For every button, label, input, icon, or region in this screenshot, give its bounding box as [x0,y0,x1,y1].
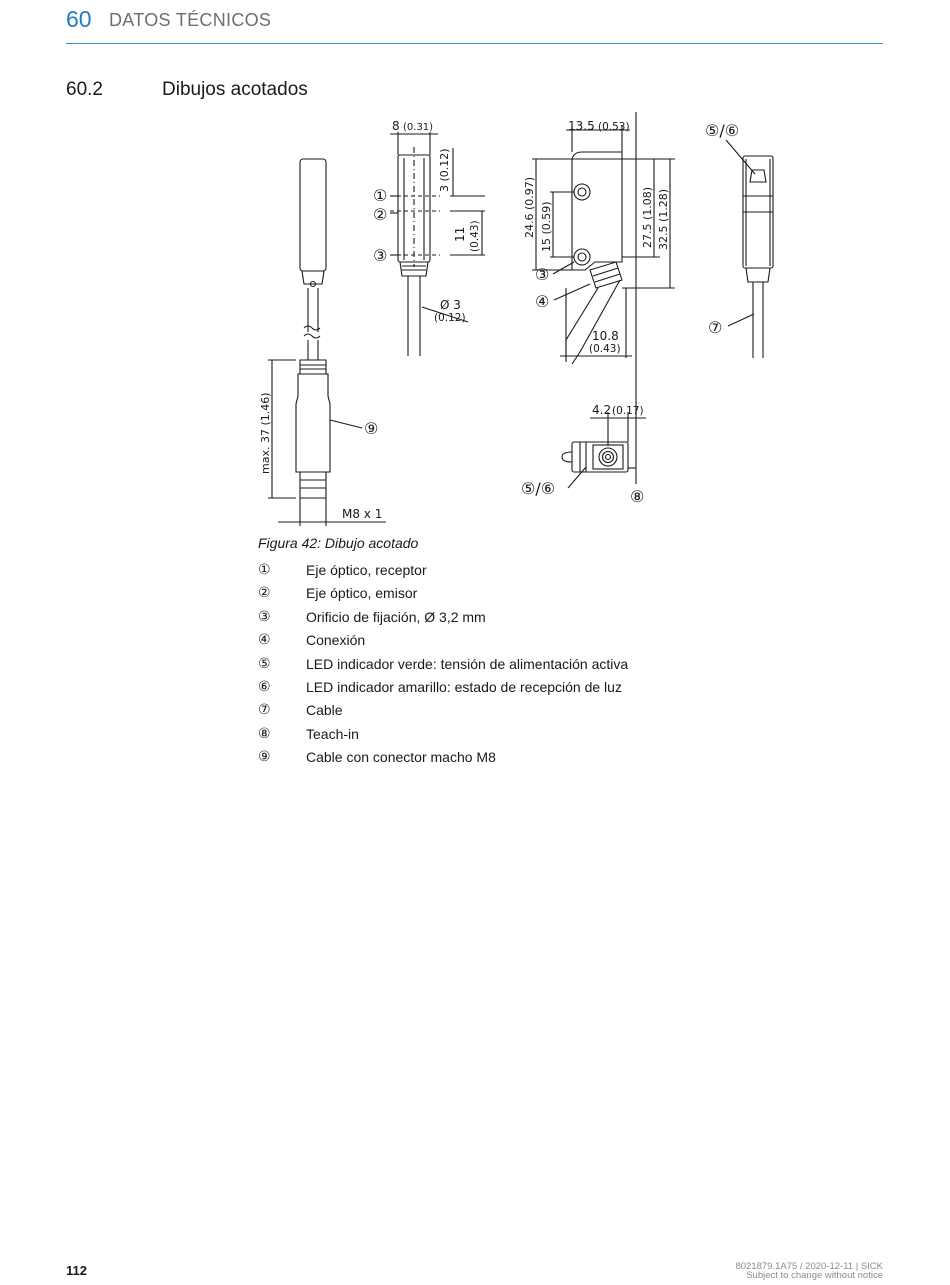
figure-caption: Figura 42: Dibujo acotado [258,535,419,551]
legend-mark: ⑤ [258,655,271,672]
dim-label-3: 3 (0.12) [438,148,451,192]
legend-item [258,585,758,608]
legend-item [258,609,758,632]
legend-item [258,656,758,679]
teach-in-button [599,448,617,466]
legend-mark: ⑥ [258,678,271,695]
mounting-hole-top [574,184,590,200]
chapter-title: DATOS TÉCNICOS [109,10,272,30]
legend-text: Teach-in [306,725,359,742]
callout-9: ⑨ [364,419,379,438]
dim-label-m8: M8 x 1 [342,507,383,521]
change-notice: Subject to change without notice [746,1270,883,1281]
document-reference: 8021879.1A75 / 2020-12-11 | SICK [735,1261,883,1272]
legend-item [258,679,758,702]
dim-label-11-in: (0.43) [469,220,481,252]
legend-mark: ⑦ [258,702,271,719]
legend-text: Cable con conector macho M8 [306,749,496,766]
dim-label-108-in: (0.43) [589,343,621,355]
chapter-number: 60 [66,6,92,32]
legend-text: Orificio de fijación, Ø 3,2 mm [306,608,486,625]
mounting-hole-bottom-inner [578,253,586,261]
dim-label-8-in: (0.31) [403,122,434,133]
leader-9 [330,420,362,428]
cable-break-bottom [304,334,320,338]
leader-3 [553,262,574,274]
dim-label-246: 24.6 (0.97) [523,176,536,238]
connector-grip [300,360,326,374]
dim-label-108: 10.8 [592,329,619,343]
legend-item [258,632,758,655]
dim-label-42: 4.2 [592,403,612,417]
dim-label-max37: max. 37 (1.46) [259,392,272,474]
teach-in-ring [603,452,614,463]
callout-8: ⑧ [630,487,645,506]
leader-56-top [726,140,755,174]
connector-thread [300,472,326,498]
led-window [750,170,766,182]
mounting-hole-bottom [574,249,590,265]
legend-item [258,749,758,772]
legend-text: Eje óptico, emisor [306,585,418,602]
callout-1: ① [373,186,388,205]
legend-text: Conexión [306,632,366,649]
callout-2: ② [373,205,388,224]
dim-label-15: 15 (0.59) [540,201,553,252]
page-header [66,4,883,44]
legend-mark: ② [258,585,271,602]
leader-56-bottom [568,467,586,488]
connector-body [296,374,330,472]
legend-text: LED indicador verde: tensión de alimentación activa [306,655,629,672]
leader-7 [728,314,754,326]
dim-label-135: 13.5 [568,119,595,133]
section-number: 60.2 [66,79,103,100]
teach-in-area [593,445,623,469]
dim-label-325: 32.5 (1.28) [657,188,670,250]
callout-56-top: ⑤/⑥ [705,121,740,140]
legend-text: LED indicador amarillo: estado de recepción de luz [306,678,622,695]
teach-in-center [606,455,611,460]
legend-mark: ④ [258,632,271,649]
dim-label-11: 11 [453,226,467,242]
dim-label-cable-dia-in: (0.12) [434,312,466,324]
callout-3: ③ [535,265,550,284]
legend-item [258,702,758,725]
legend-item [258,562,758,585]
dimension-drawing-svg [250,112,810,532]
callout-3-side: ③ [373,246,388,265]
sensor-top-lip [572,152,622,159]
section-title: Dibujos acotados [162,79,308,100]
dimension-drawing [250,112,810,532]
top-view-led [562,452,572,462]
back-cable-gland [746,268,770,282]
legend-list [258,562,758,773]
dim-label-cable-dia: Ø 3 [440,298,461,312]
dim-label-8: 8 [392,119,400,133]
dim-label-135-in: (0.53) [598,121,630,133]
legend-item [258,726,758,749]
callout-7: ⑦ [708,318,723,337]
legend-mark: ① [258,562,271,578]
leader-4 [554,284,590,300]
mounting-hole-top-inner [578,188,586,196]
sensor-body-front [300,159,326,271]
legend-mark: ⑧ [258,725,271,742]
page-number: 112 [66,1263,87,1278]
callout-56-bottom: ⑤/⑥ [521,479,556,498]
dim-label-42-in: (0.17) [612,405,644,417]
legend-mark: ③ [258,608,271,625]
legend-mark: ⑨ [258,749,271,766]
legend-text: Cable [306,702,343,719]
legend-text: Eje óptico, receptor [306,562,427,578]
dim-label-275: 27.5 (1.08) [641,186,654,248]
callout-4: ④ [535,292,550,311]
